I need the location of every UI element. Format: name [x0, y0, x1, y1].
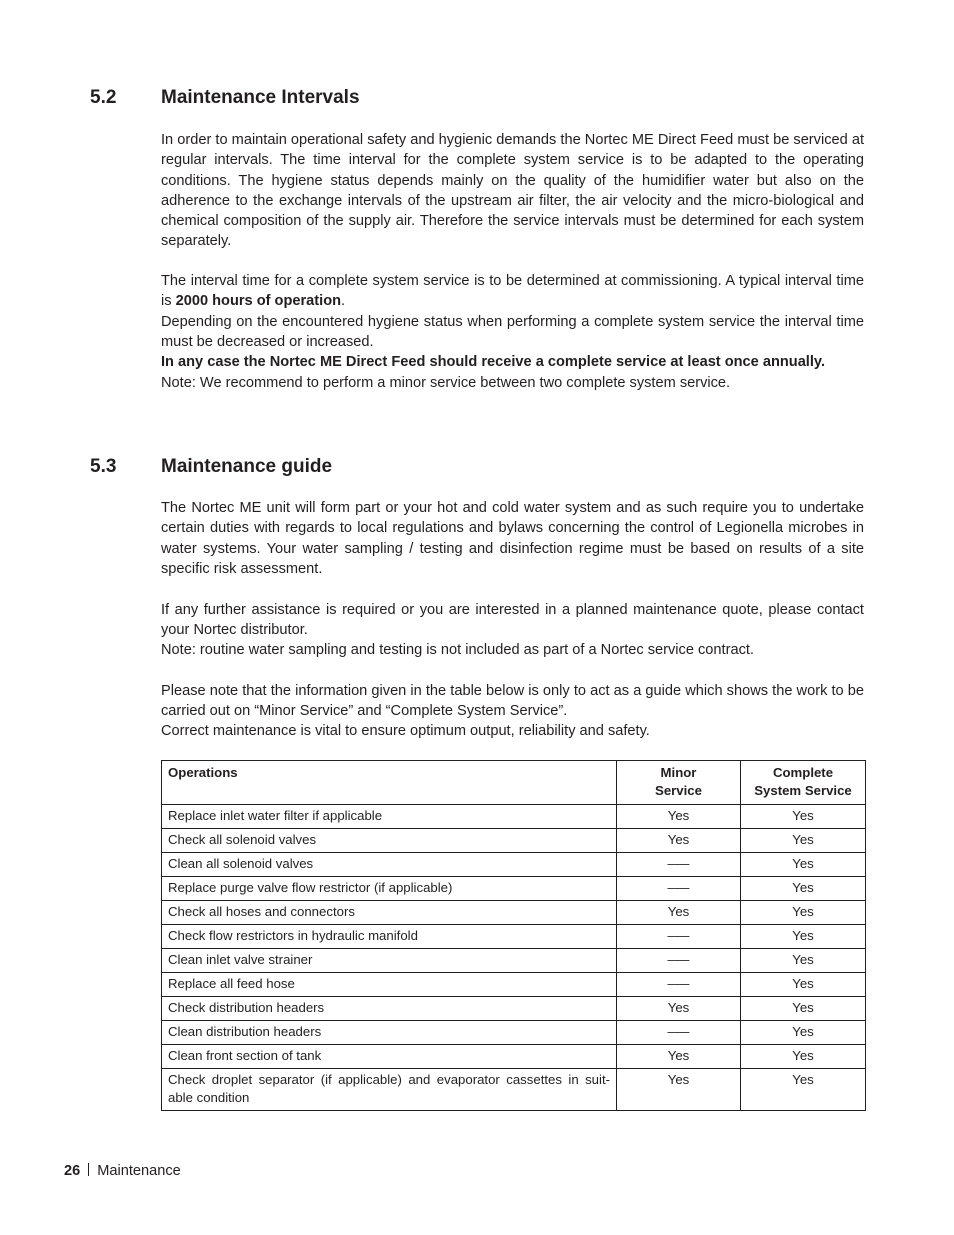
operation-cell: Check all solenoid valves [162, 829, 617, 853]
table-row [162, 973, 866, 997]
intervals-paragraph-3: Depending on the encountered hygiene status when performing a complete system service the interval time must be decreased or increased. [161, 314, 864, 351]
operation-cell: Check distribution headers [162, 997, 617, 1021]
table-row [162, 829, 866, 853]
guide-paragraph-3: Note: routine water sampling and testing is not included as part of a Nortec service contract. [161, 642, 754, 658]
header-complete-service [741, 761, 866, 805]
minor-cell: ––– [617, 877, 741, 901]
complete-cell: Yes [741, 949, 866, 973]
operation-cell: Replace inlet water filter if applicable [162, 805, 617, 829]
header-complete-line2: System Service [754, 783, 852, 798]
minor-cell: Yes [617, 901, 741, 925]
complete-cell: Yes [741, 973, 866, 997]
complete-cell: Yes [741, 853, 866, 877]
interval-hours: 2000 hours of operation [175, 293, 342, 310]
section-5-3-heading [90, 456, 332, 478]
complete-cell: Yes [741, 877, 866, 901]
minor-cell: Yes [617, 1045, 741, 1069]
minor-cell: ––– [617, 925, 741, 949]
minor-cell: ––– [617, 1021, 741, 1045]
operation-cell: Replace all feed hose [162, 973, 617, 997]
complete-cell: Yes [741, 829, 866, 853]
section-number: 5.3 [90, 456, 117, 477]
table-row [162, 925, 866, 949]
page-number: 26 [64, 1163, 81, 1179]
complete-cell: Yes [741, 1069, 866, 1111]
guide-paragraph-4: Please note that the information given in the table below is only to act as a guide which shows the work to be carried out on “Minor Service” and “Complete System Service”. [161, 683, 864, 720]
operation-cell: Clean front section of tank [162, 1045, 617, 1069]
table-row [162, 949, 866, 973]
header-minor-service [617, 761, 741, 805]
page-footer [64, 1162, 181, 1180]
guide-paragraph-1: The Nortec ME unit will form part or your hot and cold water system and as such require you to undertake certain duties with regards to local regulations and bylaws concerning the control of Legionella microbes in water systems. Your water sampling / testing and disinfection regime must be based on results of a site specific risk assessment. [161, 500, 864, 577]
minor-cell: Yes [617, 1069, 741, 1111]
table-row [162, 805, 866, 829]
operation-cell: Check all hoses and connectors [162, 901, 617, 925]
header-minor-line2: Service [655, 783, 702, 798]
intervals-minor-note: Note: We recommend to perform a minor service between two complete system service. [161, 375, 731, 391]
operation-cell: Clean distribution headers [162, 1021, 617, 1045]
operation-cell: Clean inlet valve strainer [162, 949, 617, 973]
minor-cell: Yes [617, 997, 741, 1021]
interval-text-end: . [341, 293, 346, 310]
table-row [162, 1069, 866, 1111]
section-title: Maintenance Intervals [161, 87, 360, 108]
operation-cell: Clean all solenoid valves [162, 853, 617, 877]
intervals-paragraph-1: In order to maintain operational safety and hygienic demands the Nortec ME Direct Feed must be serviced at regular intervals. The time interval for the complete system service is to be adapted to the operating conditions. The hygiene status depends mainly on the quality of the humidifier water but also on the adherence to the exchange intervals of the upstream air filter, the air velocity and the micro-biological and chemical composition of the supply air. Therefore the service intervals must be determined for each system separately. [161, 132, 864, 250]
header-complete-line1: Complete [772, 765, 834, 780]
header-minor-line1: Minor [660, 765, 697, 780]
interval-text: The interval time for a complete system service is to be determined at commissioning. A typical interval time is [161, 273, 864, 310]
intervals-annual-note: In any case the Nortec ME Direct Feed should receive a complete service at least once annually. [161, 354, 826, 370]
section-number: 5.2 [90, 87, 117, 108]
footer-divider [88, 1163, 89, 1176]
footer-section-name: Maintenance [97, 1163, 181, 1179]
guide-paragraph-5: Correct maintenance is vital to ensure optimum output, reliability and safety. [161, 723, 650, 739]
table-row [162, 997, 866, 1021]
section-5-2-heading [90, 87, 360, 109]
table-row [162, 1045, 866, 1069]
complete-cell: Yes [741, 1045, 866, 1069]
intervals-paragraph-2 [161, 271, 864, 312]
guide-paragraph-2: If any further assistance is required or you are interested in a planned maintenance quote, please contact your Nortec distributor. [161, 602, 864, 639]
minor-cell: ––– [617, 949, 741, 973]
complete-cell: Yes [741, 805, 866, 829]
table-row [162, 1021, 866, 1045]
section-title: Maintenance guide [161, 456, 333, 477]
complete-cell: Yes [741, 901, 866, 925]
complete-cell: Yes [741, 925, 866, 949]
minor-cell: Yes [617, 805, 741, 829]
maintenance-table [161, 760, 866, 1111]
complete-cell: Yes [741, 1021, 866, 1045]
table-header-row [162, 761, 866, 805]
header-operations: Operations [162, 761, 617, 805]
minor-cell: Yes [617, 829, 741, 853]
operation-cell: Replace purge valve flow restrictor (if applicable) [162, 877, 617, 901]
operation-cell: Check droplet separator (if applicable) and evaporator cassettes in suit-able condition [162, 1069, 617, 1111]
table-row [162, 877, 866, 901]
operation-cell: Check flow restrictors in hydraulic manifold [162, 925, 617, 949]
table-row [162, 853, 866, 877]
minor-cell: ––– [617, 973, 741, 997]
table-row [162, 901, 866, 925]
minor-cell: ––– [617, 853, 741, 877]
complete-cell: Yes [741, 997, 866, 1021]
